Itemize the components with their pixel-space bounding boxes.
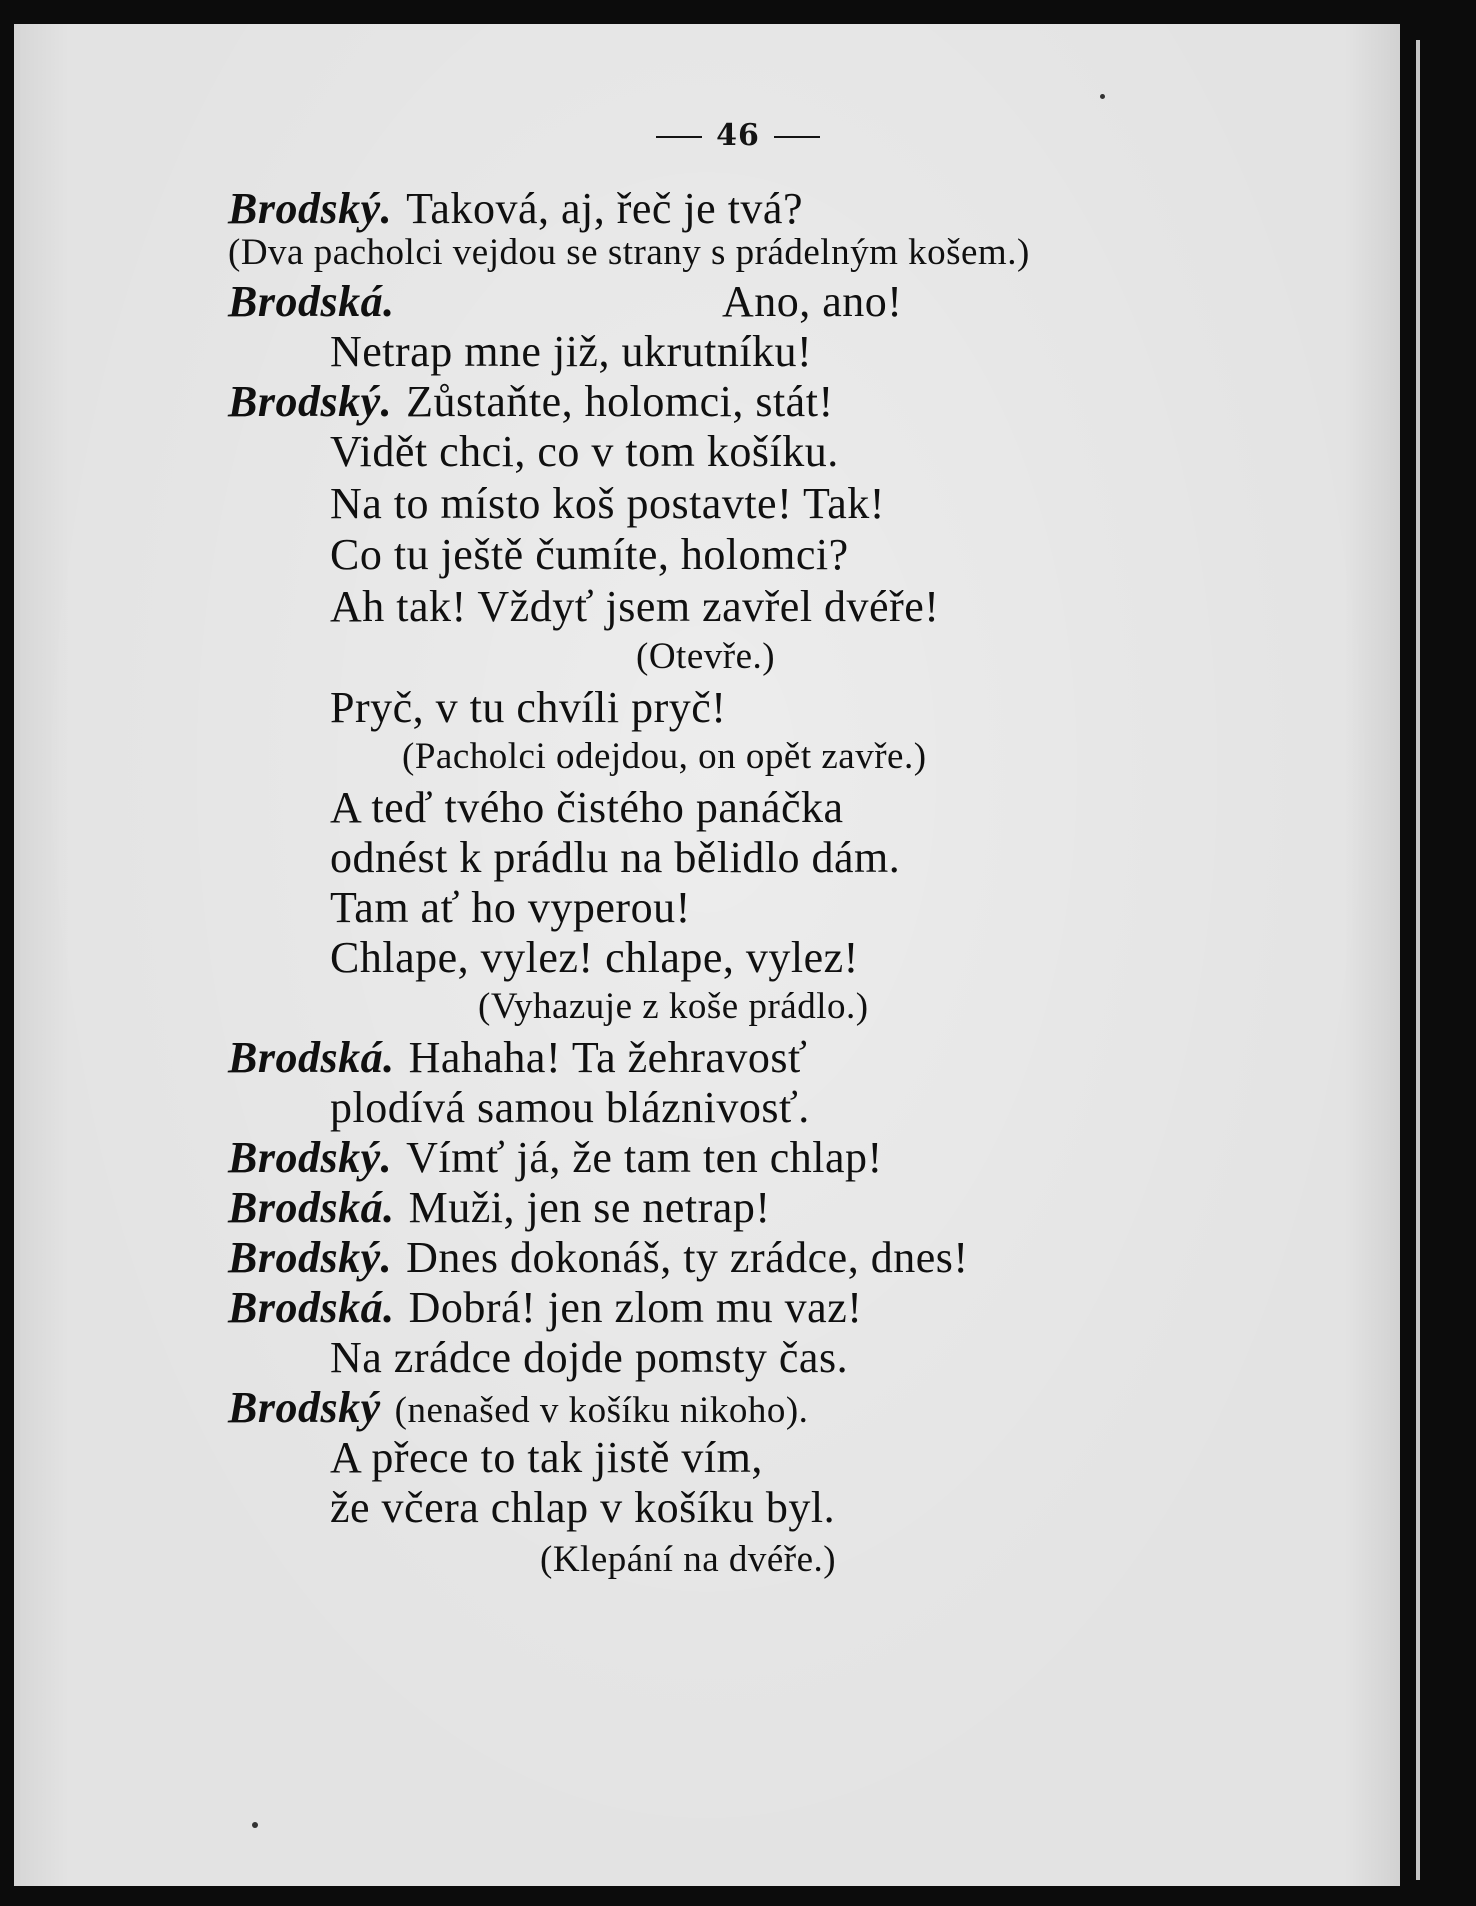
speech-text: Muži, jen se netrap! xyxy=(408,1183,771,1232)
speaker-name: Brodský. xyxy=(228,1133,393,1182)
speaker-name: Brodský xyxy=(228,1383,381,1432)
speech-text: A teď tvého čistého panáčka xyxy=(330,783,844,832)
stage-direction-text: (Klepání na dvéře.) xyxy=(540,1539,837,1580)
dialogue-line xyxy=(228,184,803,233)
verse-line xyxy=(330,479,885,528)
verse-line xyxy=(330,427,839,476)
speaker-name: Brodská. xyxy=(228,277,395,326)
speech-text: odnést k prádlu na bělidlo dám. xyxy=(330,833,901,882)
speaker-name: Brodská. xyxy=(228,1283,395,1332)
verse-line xyxy=(330,582,940,631)
dialogue-line xyxy=(228,1183,771,1232)
speech-text: Dnes dokonáš, ty zrádce, dnes! xyxy=(406,1233,969,1282)
verse-line xyxy=(330,833,901,882)
dialogue-line-continuation xyxy=(722,277,903,326)
speech-text: Zůstaňte, holomci, stát! xyxy=(406,377,834,426)
verse-line xyxy=(330,1083,810,1132)
speech-text: Ano, ano! xyxy=(722,277,903,326)
stage-direction-text: (Vyhazuje z koše prádlo.) xyxy=(478,986,869,1027)
dialogue-line xyxy=(228,277,395,326)
speech-text: Dobrá! jen zlom mu vaz! xyxy=(408,1283,863,1332)
verse-line xyxy=(330,883,691,932)
verse-line xyxy=(330,683,727,732)
verse-line xyxy=(330,1433,763,1482)
verse-line xyxy=(330,327,813,376)
verse-line xyxy=(330,1333,849,1382)
stage-direction-text: (Dva pacholci vejdou se strany s prádelným košem.) xyxy=(228,232,1030,273)
stage-direction xyxy=(402,738,927,775)
speech-text: Vímť já, že tam ten chlap! xyxy=(406,1133,883,1182)
speech-text: Na to místo koš postavte! Tak! xyxy=(330,479,885,528)
dialogue-line xyxy=(228,377,834,426)
verse-line xyxy=(330,783,844,832)
stage-direction xyxy=(540,1541,836,1578)
speech-text: Co tu ještě čumíte, holomci? xyxy=(330,530,849,579)
stage-direction xyxy=(478,988,869,1025)
speech-text: Pryč, v tu chvíli pryč! xyxy=(330,683,727,732)
stage-direction-text: (Pacholci odejdou, on opět zavře.) xyxy=(402,736,927,777)
speaker-name: Brodský. xyxy=(228,377,393,426)
stage-direction xyxy=(636,638,775,675)
dialogue-line xyxy=(228,1233,969,1282)
speaker-name: Brodská. xyxy=(228,1033,395,1082)
page-number-value: 46 xyxy=(716,118,760,153)
speech-text: A přece to tak jistě vím, xyxy=(330,1433,763,1482)
speaker-name: Brodský. xyxy=(228,184,393,233)
speech-text: Netrap mne již, ukrutníku! xyxy=(330,327,813,376)
speech-text: Tam ať ho vyperou! xyxy=(330,883,691,932)
dialogue-line xyxy=(228,1033,808,1082)
verse-line xyxy=(330,933,859,982)
verse-line xyxy=(330,1483,836,1532)
speaker-name: Brodská. xyxy=(228,1183,395,1232)
speech-text: Taková, aj, řeč je tvá? xyxy=(406,184,803,233)
ink-speck xyxy=(1100,94,1105,99)
ink-speck xyxy=(252,1822,258,1828)
speech-text: Hahaha! Ta žehravosť xyxy=(408,1033,808,1082)
stage-direction xyxy=(228,234,1030,271)
speech-text: Vidět chci, co v tom košíku. xyxy=(330,427,839,476)
dialogue-line xyxy=(228,1133,883,1182)
speech-text: Chlape, vylez! chlape, vylez! xyxy=(330,933,859,982)
speech-text: Na zrádce dojde pomsty čas. xyxy=(330,1333,849,1382)
speech-text: že včera chlap v košíku byl. xyxy=(330,1483,836,1532)
stage-direction-text: (Otevře.) xyxy=(636,636,776,677)
verse-line xyxy=(330,530,849,579)
dialogue-line xyxy=(228,1383,809,1432)
speech-text: Ah tak! Vždyť jsem zavřel dvéře! xyxy=(330,582,940,631)
speech-text: plodívá samou bláznivosť. xyxy=(330,1083,810,1132)
stage-direction-text: (nenašed v košíku nikoho). xyxy=(394,1390,809,1431)
dialogue-line xyxy=(228,1283,863,1332)
speaker-name: Brodský. xyxy=(228,1233,393,1282)
